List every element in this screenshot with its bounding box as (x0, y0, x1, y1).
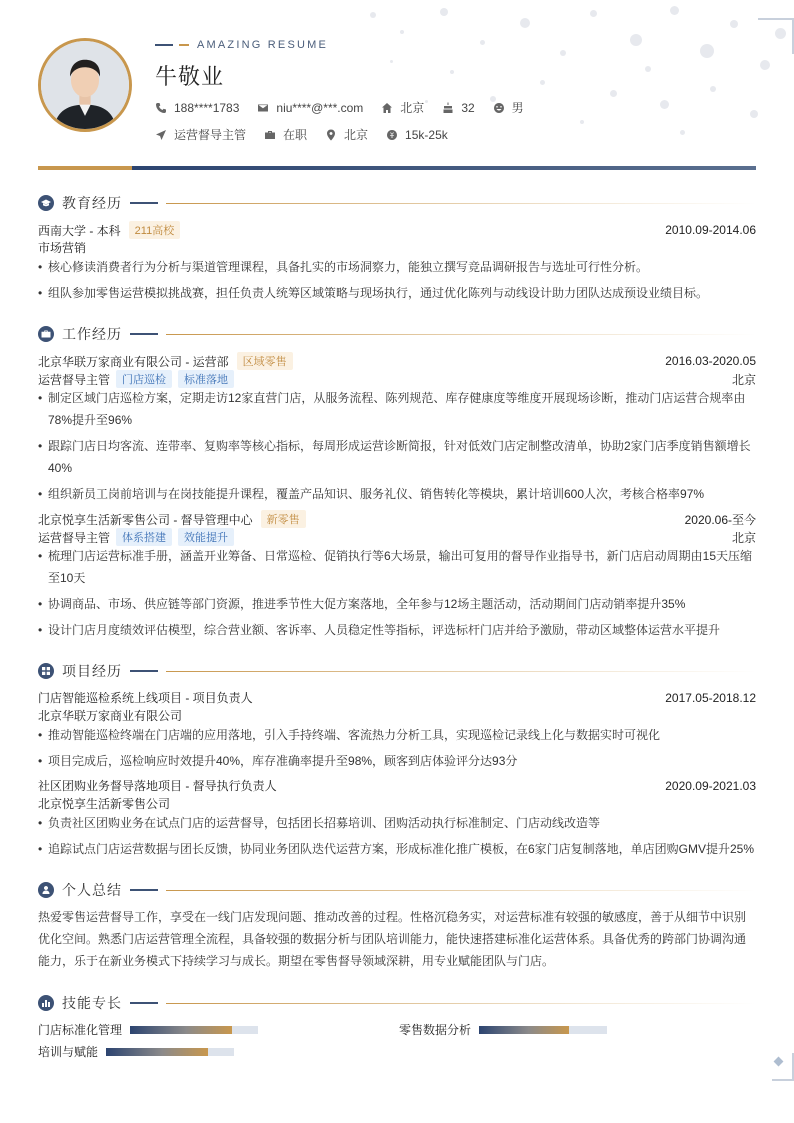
background-dot (480, 40, 485, 45)
background-dot (540, 80, 545, 85)
background-dot (580, 120, 584, 124)
section-line-fade (166, 1003, 756, 1004)
skill-item (38, 1021, 258, 1038)
header-divider (38, 166, 756, 170)
section-projects (38, 661, 756, 681)
city-info (381, 99, 424, 116)
tagline-accent (179, 44, 189, 46)
gender-text: 男 (511, 101, 524, 115)
education-period: 2010.09-2014.06 (665, 223, 756, 237)
email-text: niu****@***.com (276, 100, 364, 115)
background-dot (710, 86, 716, 92)
background-dot (370, 12, 376, 18)
salary-text: 15k-25k (405, 127, 448, 142)
status-info (264, 126, 307, 143)
mail-icon (257, 102, 269, 114)
skill-name: 培训与赋能 (38, 1045, 99, 1059)
background-dot (390, 60, 393, 63)
phone-text: 188****1783 (174, 100, 240, 115)
background-dot (700, 44, 714, 58)
skill-bar (106, 1048, 234, 1056)
project-header (38, 689, 756, 706)
section-line (130, 333, 158, 335)
section-title-education: 教育经历 (62, 195, 122, 211)
background-dot (610, 90, 617, 97)
school-name: 西南大学 - 本科 (38, 223, 121, 238)
contact-row (155, 99, 542, 116)
project-company: 北京悦享生活新零售公司 (38, 797, 171, 811)
background-dot (660, 100, 669, 109)
corner-decoration-bottom (772, 1053, 794, 1081)
skill-tag: 体系搭建 (116, 528, 172, 546)
school-tag: 211高校 (129, 221, 181, 239)
background-dot (645, 66, 651, 72)
background-dot (440, 8, 448, 16)
work-period: 2020.06-至今 (684, 512, 756, 527)
section-line-fade (166, 671, 756, 672)
project-period: 2017.05-2018.12 (665, 690, 756, 705)
project-name: 社区团购业务督导落地项目 - 督导执行负责人 (38, 779, 277, 793)
target-city-text: 北京 (344, 128, 369, 142)
skill-bar (479, 1026, 607, 1034)
skill-bar-fill (479, 1026, 569, 1034)
background-dot (590, 10, 597, 17)
section-summary (38, 880, 756, 900)
smile-icon (493, 102, 505, 114)
project-bullet: • 推动智能巡检终端在门店端的应用落地，引入手持终端、客流热力分析工具，实现巡检记录线上化与数据实时可视化 (38, 724, 756, 746)
tagline-line (155, 44, 173, 46)
divider-accent (38, 166, 132, 170)
background-dot (680, 130, 685, 135)
skill-bar-fill (106, 1048, 208, 1056)
project-period: 2020.09-2021.03 (665, 778, 756, 793)
work-bullet: • 协调商品、市场、供应链等部门资源，推进季节性大促方案落地，全年参与12场主题活动，活动期间门店动销率提升35% (38, 593, 756, 615)
user-icon (38, 882, 54, 898)
work-location: 北京 (731, 530, 756, 545)
skill-bar (130, 1026, 258, 1034)
skill-name: 门店标准化管理 (38, 1023, 123, 1037)
background-dot (560, 50, 566, 56)
cake-icon (442, 102, 454, 114)
skill-tag: 效能提升 (178, 528, 234, 546)
project-bullet: • 项目完成后，巡检响应时效提升40%，库存准确率提升至98%，顾客到店体验评分达93分 (38, 750, 756, 772)
background-dot (760, 60, 770, 70)
work-bullet: • 组织新员工岗前培训与在岗技能提升课程，覆盖产品知识、服务礼仪、销售转化等模块，累计培训600人次，考核合格率97% (38, 483, 756, 505)
divider-bar (132, 166, 756, 170)
candidate-name: 牛敬业 (155, 64, 225, 89)
project-header (38, 777, 756, 794)
money-icon (386, 129, 398, 141)
phone-info (155, 101, 239, 115)
background-dot (400, 30, 404, 34)
work-position-row (38, 370, 756, 388)
work-bullet: • 跟踪门店日均客流、连带率、复购率等核心指标，每周形成运营诊断简报，针对低效门店定制整改清单，协助2家门店季度销售额增长40% (38, 435, 756, 479)
background-dot (630, 34, 642, 46)
skill-item (38, 1043, 234, 1060)
position: 运营督导主管 (38, 372, 111, 387)
skill-bar-fill (130, 1026, 232, 1034)
work-location: 北京 (731, 372, 756, 387)
skill-item (399, 1021, 607, 1038)
education-major-row (38, 239, 756, 256)
position: 运营督导主管 (38, 530, 111, 545)
section-line (130, 202, 158, 204)
work-bullet: • 梳理门店运营标准手册，涵盖开业筹备、日常巡检、促销执行等6大场景，输出可复用的督导作业指导书，新门店启动周期由15天压缩至10天 (38, 545, 756, 589)
section-line-fade (166, 203, 756, 204)
background-dot (750, 110, 758, 118)
status-text: 在职 (283, 128, 308, 142)
company-name: 北京华联万家商业有限公司 - 运营部 (38, 354, 229, 369)
target-city-info (325, 126, 368, 143)
work-bullet: • 设计门店月度绩效评估模型，综合营业额、客诉率、人员稳定性等指标，评选标杆门店并给予激励，带动区域整体运营水平提升 (38, 619, 756, 641)
section-line (130, 670, 158, 672)
section-line-fade (166, 334, 756, 335)
work-header (38, 510, 756, 528)
skill-name: 零售数据分析 (399, 1023, 472, 1037)
background-dots (330, 0, 794, 140)
project-company-row (38, 707, 756, 724)
briefcase-icon (264, 129, 276, 141)
age-text: 32 (461, 100, 475, 115)
email-info (257, 101, 363, 115)
work-period: 2016.03-2020.05 (665, 354, 756, 368)
project-company: 北京华联万家商业有限公司 (38, 709, 183, 723)
education-bullet: • 组队参加零售运营模拟挑战赛，担任负责人统筹区域策略与现场执行，通过优化陈列与动线设计助力团队达成预设业绩目标。 (38, 282, 756, 304)
intention-row (155, 126, 466, 143)
background-dot (450, 70, 454, 74)
corner-decoration-top (758, 18, 794, 54)
graduation-cap-icon (38, 195, 54, 211)
city-text: 北京 (400, 101, 425, 115)
background-dot (520, 18, 530, 28)
company-tag: 区域零售 (237, 352, 293, 370)
background-dot (670, 6, 679, 15)
avatar (38, 38, 132, 132)
work-position-row (38, 528, 756, 546)
work-bullet: • 制定区域门店巡检方案，定期走访12家直营门店，从服务流程、陈列规范、库存健康度等维度开展现场诊断，推动门店运营合规率由78%提升至96% (38, 387, 756, 431)
section-line-fade (166, 890, 756, 891)
skill-tag: 标准落地 (178, 370, 234, 388)
section-education (38, 193, 756, 213)
section-work (38, 324, 756, 344)
location-icon (325, 129, 337, 141)
tagline-text: AMAZING RESUME (197, 39, 329, 51)
section-title-projects: 项目经历 (62, 663, 122, 679)
major: 市场营销 (38, 241, 87, 255)
section-line (130, 1002, 158, 1004)
salary-info (386, 128, 448, 142)
tagline (155, 39, 328, 51)
project-bullet: • 负责社区团购业务在试点门店的运营督导，包括团长招募培训、团购活动执行标准制定、门店动线改造等 (38, 812, 756, 834)
phone-icon (155, 102, 167, 114)
project-name: 门店智能巡检系统上线项目 - 项目负责人 (38, 691, 253, 705)
grid-icon (38, 663, 54, 679)
portrait-icon (41, 41, 129, 129)
company-name: 北京悦享生活新零售公司 - 督导管理中心 (38, 512, 253, 527)
summary-text: 热爱零售运营督导工作，享受在一线门店发现问题、推动改善的过程。性格沉稳务实，对运营标准有较强的敏感度，善于从细节中识别优化空间。熟悉门店运营管理全流程，具备较强的数据分析与团队培训能力，能快速搭建标准化运营体系。具备优秀的跨部门协调沟通能力，乐于在新业务模式下持续学习与成长。期望在零售督导领域深耕，用专业赋能团队与门店。 (38, 910, 747, 968)
gender-info (493, 99, 524, 116)
briefcase-icon (38, 326, 54, 342)
section-title-skills: 技能专长 (62, 995, 122, 1011)
home-icon (381, 102, 393, 114)
age-info (442, 101, 474, 115)
background-dot (730, 20, 738, 28)
company-tag: 新零售 (261, 510, 306, 528)
send-icon (155, 129, 167, 141)
education-header (38, 221, 756, 239)
section-skills (38, 993, 756, 1013)
project-bullet: • 追踪试点门店运营数据与团长反馈，协同业务团队迭代运营方案，形成标准化推广模板，在6家门店复制落地，单店团购GMV提升25% (38, 838, 756, 860)
section-title-summary: 个人总结 (62, 882, 122, 898)
project-company-row (38, 795, 756, 812)
education-bullet: • 核心修读消费者行为分析与渠道管理课程，具备扎实的市场洞察力，能独立撰写竞品调研报告与选址可行性分析。 (38, 256, 756, 278)
work-header (38, 352, 756, 370)
skill-tag: 门店巡检 (116, 370, 172, 388)
section-line (130, 889, 158, 891)
bar-chart-icon (38, 995, 54, 1011)
position-info (155, 126, 246, 143)
position-text: 运营督导主管 (174, 128, 247, 142)
section-title-work: 工作经历 (62, 326, 122, 342)
